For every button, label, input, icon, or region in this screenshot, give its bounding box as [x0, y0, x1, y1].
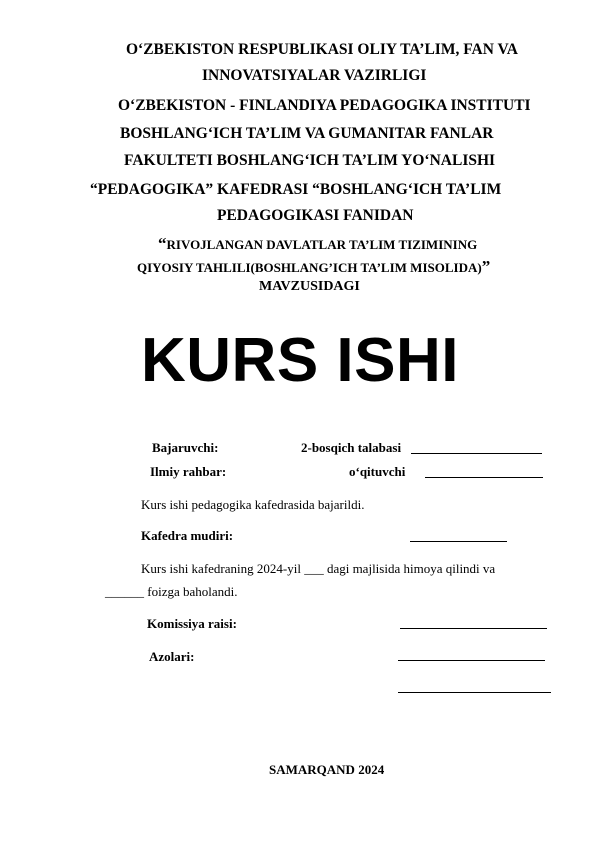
- head-of-department-label: Kafedra mudiri:: [141, 528, 234, 543]
- topic-close-quote: ”: [481, 257, 491, 276]
- supervisor-value: o‘qituvchi: [349, 464, 406, 479]
- commission-chair-label: Komissiya raisi:: [147, 616, 237, 631]
- header-line-6: “PEDAGOGIKA” KAFEDRASI “BOSHLANG‘ICH TA’LIM: [90, 181, 502, 198]
- member-signature-line-1: [398, 660, 545, 661]
- topic-line-3: MAVZUSIDAGI: [259, 279, 360, 294]
- topic-open-quote: “: [158, 234, 167, 253]
- supervisor-signature-line: [425, 477, 543, 478]
- member-signature-line-2: [398, 692, 551, 693]
- topic-line-2: [137, 257, 490, 277]
- header-line-5: FAKULTETI BOSHLANG‘ICH TA’LIM YO‘NALISHI: [124, 152, 496, 169]
- supervisor-label: Ilmiy rahbar:: [150, 464, 227, 479]
- defense-note-line-1: Kurs ishi kafedraning 2024-yil ___ dagi majlisida himoya qilindi va: [141, 561, 496, 576]
- defense-note-line-2: ______ foizga baholandi.: [105, 584, 238, 599]
- performer-label: Bajaruvchi:: [152, 440, 219, 455]
- head-signature-line: [410, 541, 507, 542]
- header-line-7: PEDAGOGIKASI FANIDAN: [217, 207, 414, 224]
- department-note: Kurs ishi pedagogika kafedrasida bajarildi.: [141, 497, 365, 512]
- header-line-4: BOSHLANG‘ICH TA’LIM VA GUMANITAR FANLAR: [120, 125, 494, 142]
- topic-text-1: RIVOJLANGAN DAVLATLAR TA’LIM TIZIMINING: [166, 237, 478, 252]
- members-label: Azolari:: [149, 649, 195, 664]
- topic-text-2: QIYOSIY TAHLILI(BOSHLANG’ICH TA’LIM MISOLIDA): [137, 260, 482, 275]
- document-title: KURS ISHI: [141, 326, 459, 395]
- header-line-3: O‘ZBEKISTON - FINLANDIYA PEDAGOGIKA INSTITUTI: [118, 97, 531, 114]
- commission-signature-line: [400, 628, 547, 629]
- performer-value: 2-bosqich talabasi: [301, 440, 402, 455]
- topic-line-1: [158, 234, 477, 254]
- performer-signature-line: [411, 453, 542, 454]
- header-line-2: INNOVATSIYALAR VAZIRLIGI: [202, 67, 427, 84]
- footer-city-year: SAMARQAND 2024: [269, 762, 385, 777]
- header-line-1: O‘ZBEKISTON RESPUBLIKASI OLIY TA’LIM, FAN VA: [126, 41, 518, 58]
